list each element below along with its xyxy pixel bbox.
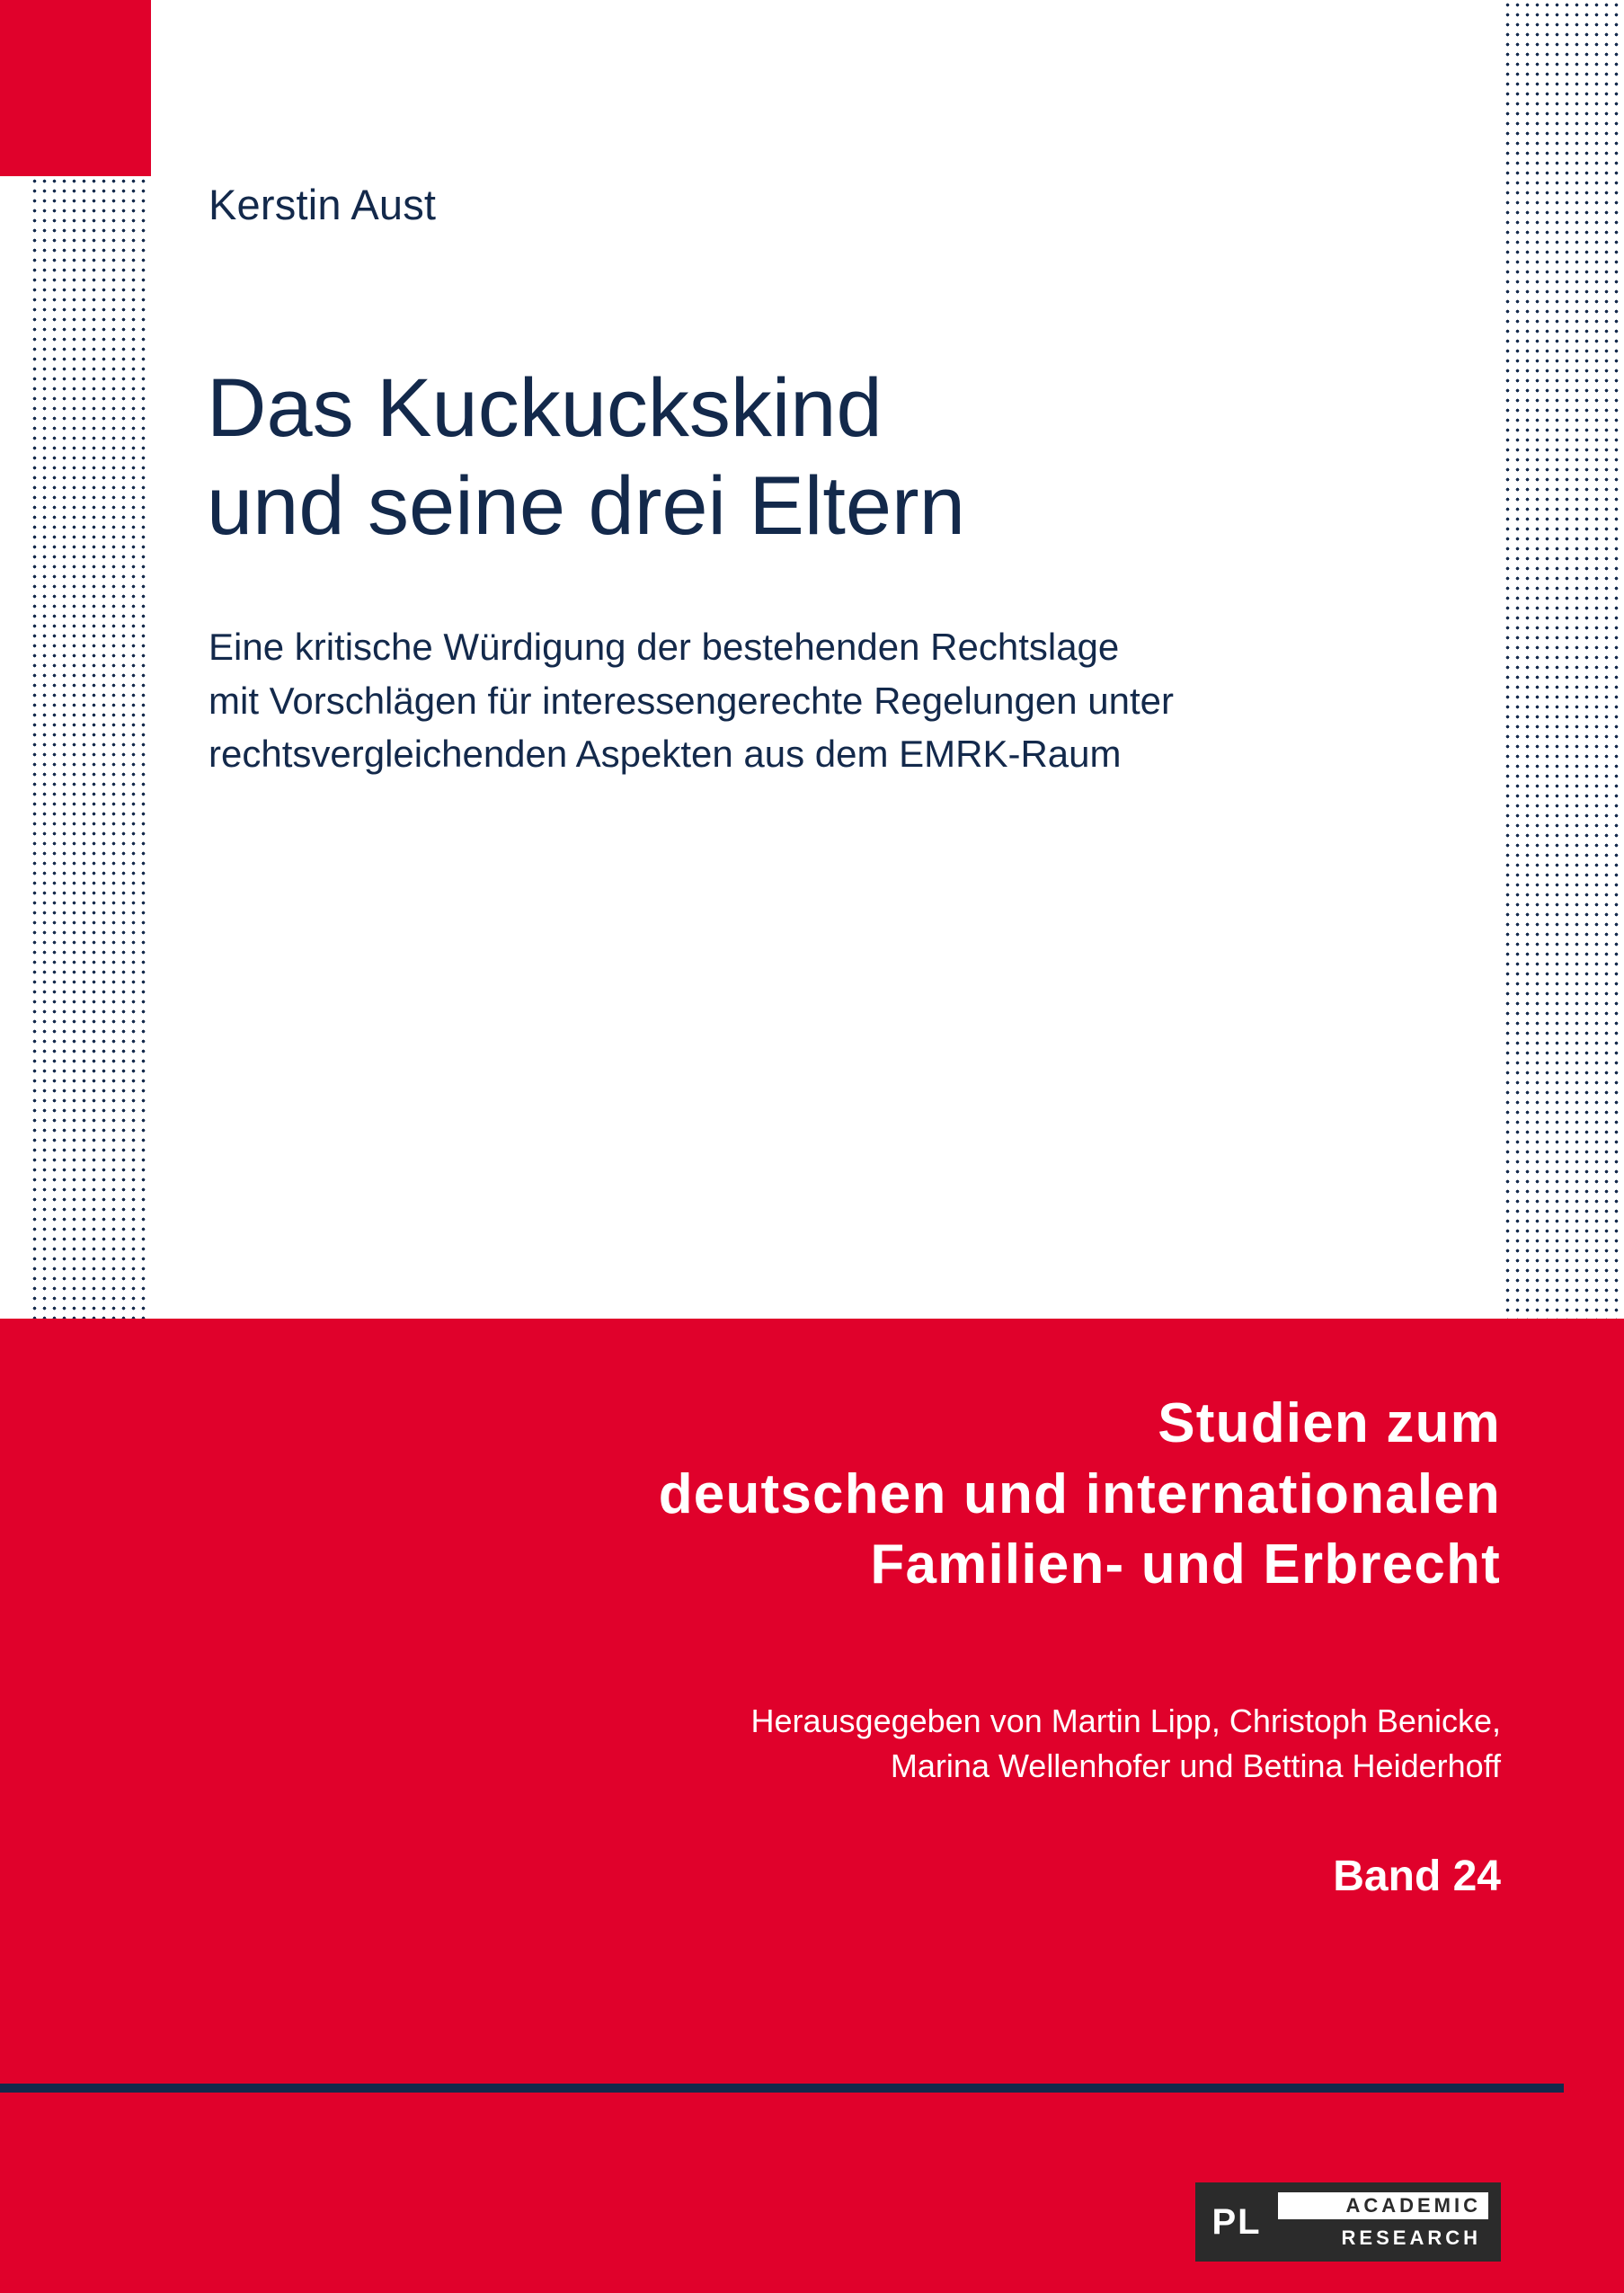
publisher-logo-mark: PL	[1211, 2201, 1262, 2242]
publisher-logo	[1195, 2182, 1501, 2262]
book-title-line-1: Das Kuckuckskind	[207, 362, 883, 454]
series-editors	[359, 1699, 1501, 1788]
halftone-dots-right	[1503, 0, 1624, 1319]
book-subtitle-line-2: mit Vorschlägen für interessengerechte Regelungen unter	[209, 679, 1174, 722]
series-editors-line-2: Marina Wellenhofer und Bettina Heiderhoff	[890, 1746, 1501, 1784]
publisher-logo-line-1: ACADEMIC	[1278, 2192, 1488, 2219]
top-left-red-block	[0, 0, 151, 176]
book-title-line-2: und seine drei Eltern	[207, 459, 965, 552]
halftone-dots-left	[30, 176, 151, 1319]
series-title-line-2: deutschen und internationalen	[658, 1462, 1501, 1525]
author-name: Kerstin Aust	[209, 181, 437, 228]
series-volume: Band 24	[1333, 1853, 1501, 1900]
horizontal-rule	[0, 2084, 1564, 2093]
series-title-line-3: Familien- und Erbrecht	[870, 1533, 1501, 1596]
book-title	[207, 360, 1312, 555]
book-subtitle-line-3: rechtsvergleichenden Aspekten aus dem EMRK-Raum	[209, 733, 1122, 776]
book-subtitle	[209, 620, 1332, 781]
publisher-logo-line-2: RESEARCH	[1278, 2225, 1488, 2252]
series-title-line-1: Studien zum	[1158, 1392, 1501, 1454]
book-subtitle-line-1: Eine kritische Würdigung der bestehenden Rechtslage	[209, 626, 1120, 668]
series-title	[180, 1389, 1501, 1601]
series-editors-line-1: Herausgegeben von Martin Lipp, Christoph Benicke,	[750, 1702, 1501, 1739]
publisher-logo-text	[1278, 2182, 1501, 2262]
